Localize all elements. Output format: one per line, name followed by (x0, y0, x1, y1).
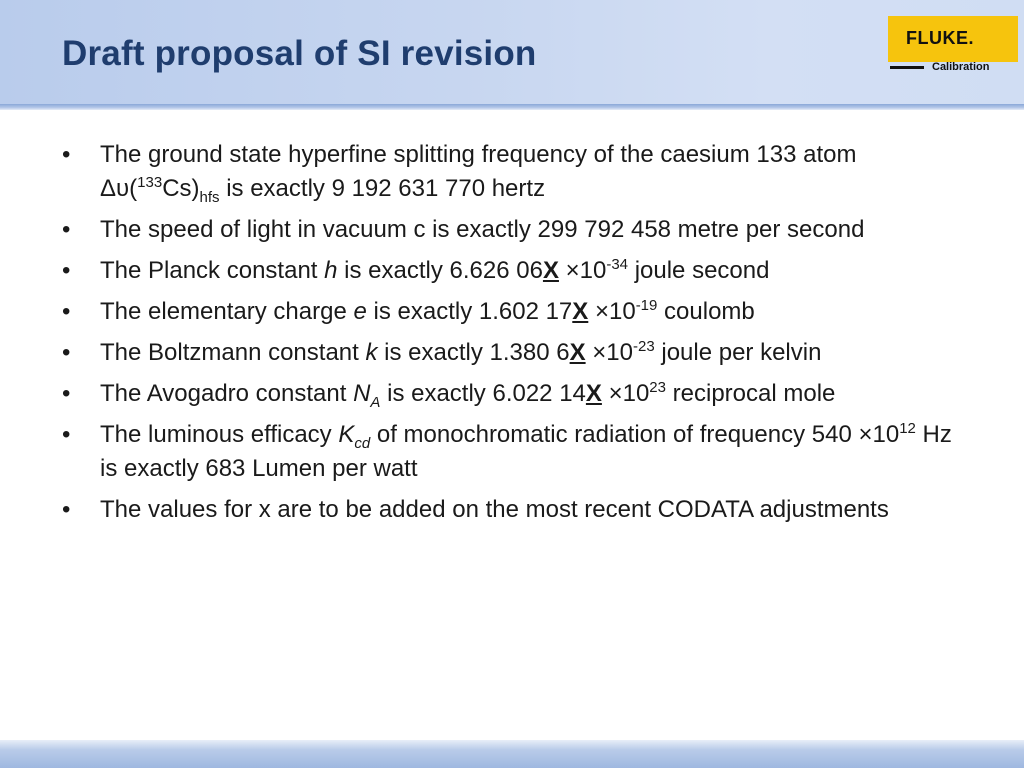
bullet-text: ×10 (585, 339, 633, 366)
exponent: 12 (899, 420, 916, 437)
bullet-caesium-frequency (60, 138, 960, 206)
exponent: -23 (633, 338, 655, 355)
exponent: -34 (606, 256, 629, 273)
bullet-text: is exactly 6.626 06 (337, 257, 543, 284)
bullet-boltzmann-constant (60, 336, 960, 370)
symbol-subscript: A (370, 393, 381, 411)
logo-yellow-box (888, 16, 1018, 62)
subscript: hfs (199, 188, 220, 206)
slide-body (60, 138, 960, 534)
bullet-text: ×10 (588, 298, 636, 325)
bullet-text: is exactly 9 192 631 770 hertz (219, 175, 546, 202)
placeholder-x: X (542, 257, 559, 284)
symbol: k (365, 339, 378, 366)
bullet-text: The speed of light in vacuum c is exactly 299 792 458 metre per second (100, 216, 865, 243)
bullet-text: is exactly 1.602 17 (366, 298, 573, 325)
symbol: h (324, 257, 338, 284)
bullet-codata-note (60, 493, 960, 527)
bullet-text: The elementary charge (100, 298, 354, 325)
page-title: Draft proposal of SI revision (62, 34, 537, 73)
symbol: e (353, 298, 367, 325)
bullet-elementary-charge (60, 295, 960, 329)
bullet-text: ×10 (558, 257, 607, 284)
bullet-text: joule per kelvin (654, 339, 822, 366)
bullet-speed-of-light (60, 213, 960, 247)
symbol: N (353, 380, 371, 407)
bullet-text: The values for x are to be added on the most recent CODATA adjustments (100, 496, 889, 523)
logo-brand-text: FLUKE. (906, 28, 974, 48)
bullet-text: joule second (628, 257, 770, 284)
logo-subtitle: Calibration (932, 61, 990, 73)
placeholder-x: X (585, 380, 602, 407)
bullet-text: The luminous efficacy (100, 421, 339, 448)
bullet-text: of monochromatic radiation of frequency 540 ×10 (370, 421, 900, 448)
footer-band (0, 740, 1024, 768)
bullet-text: reciprocal mole (665, 380, 836, 407)
bullet-text: is exactly 6.022 14 (380, 380, 586, 407)
bullet-text: Hz is exactly 683 Lumen per watt (100, 421, 952, 482)
bullet-text: The Planck constant (100, 257, 325, 284)
exponent: 23 (649, 379, 666, 396)
bullet-luminous-efficacy (60, 418, 960, 486)
exponent: -19 (635, 297, 658, 314)
bullet-text: coulomb (657, 298, 755, 325)
fluke-calibration-logo (888, 16, 1018, 72)
bullet-text: ×10 (601, 380, 650, 407)
superscript: 133 (137, 174, 163, 191)
symbol-subscript: cd (354, 434, 371, 452)
placeholder-x: X (569, 339, 586, 366)
bullet-text: The Boltzmann constant (100, 339, 366, 366)
bullet-avogadro-constant (60, 377, 960, 411)
bullet-text: Cs) (162, 175, 200, 202)
bullet-list (60, 138, 960, 527)
bullet-text: is exactly 1.380 6 (377, 339, 570, 366)
symbol: K (338, 421, 355, 448)
title-bar-rule (0, 104, 1024, 110)
logo-underline (890, 66, 924, 69)
bullet-text: The ground state hyperfine splitting frequency of the caesium 133 atom Δυ( (100, 141, 857, 202)
bullet-text: The Avogadro constant (100, 380, 354, 407)
bullet-planck-constant (60, 254, 960, 288)
placeholder-x: X (572, 298, 589, 325)
